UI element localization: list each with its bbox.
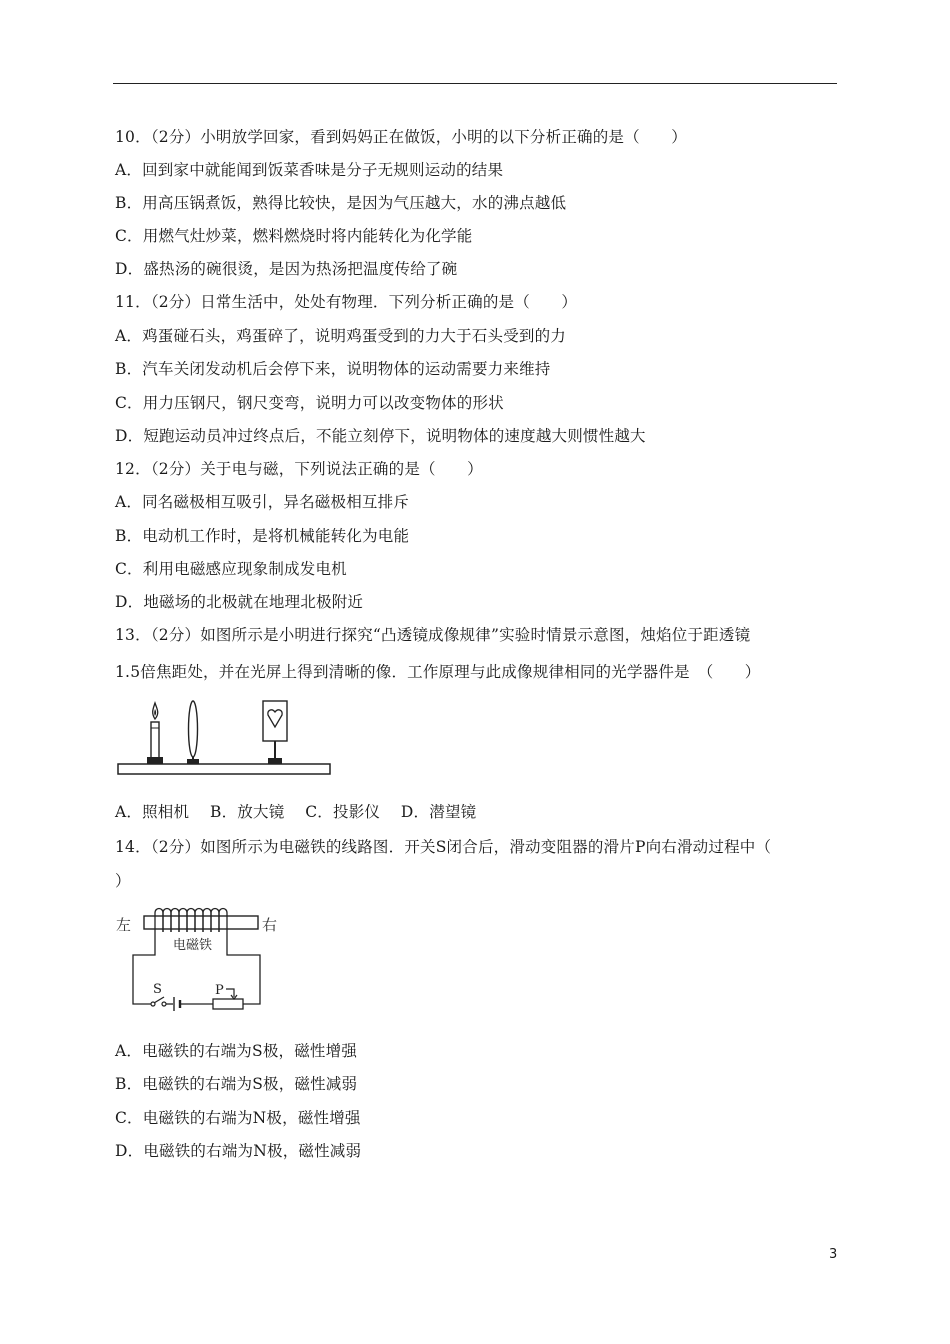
q11-stem: 11．（2分）日常生活中，处处有物理．下列分析正确的是（ ） <box>115 293 578 311</box>
label-electromagnet: 电磁铁 <box>173 938 213 953</box>
q11-option-c: C．用力压钢尺，钢尺变弯，说明力可以改变物体的形状 <box>115 394 504 412</box>
q14-option-c: C．电磁铁的右端为N极，磁性增强 <box>115 1109 361 1127</box>
q14-option-b: B．电磁铁的右端为S极，磁性减弱 <box>115 1075 358 1093</box>
electromagnet-circuit-figure <box>115 905 295 1015</box>
q14-option-a: A．电磁铁的右端为S极，磁性增强 <box>115 1042 358 1060</box>
q10-stem: 10．（2分）小明放学回家，看到妈妈正在做饭，小明的以下分析正确的是（ ） <box>115 128 687 146</box>
rheostat-icon <box>213 983 243 1009</box>
optical-bench <box>118 764 330 774</box>
label-switch: S <box>153 982 162 997</box>
q12-stem: 12．（2分）关于电与磁，下列说法正确的是（ ） <box>115 460 483 478</box>
q12-option-b: B．电动机工作时，是将机械能转化为电能 <box>115 527 410 545</box>
q14-stem-line2: ） <box>115 872 131 890</box>
label-right: 右 <box>262 916 278 934</box>
q14-option-d: D．电磁铁的右端为N极，磁性减弱 <box>115 1142 362 1160</box>
q13-stem-line2: 1.5倍焦距处，并在光屏上得到清晰的像．工作原理与此成像规律相同的光学器件是 （ ） <box>115 663 761 681</box>
q12-option-c: C．利用电磁感应现象制成发电机 <box>115 560 347 578</box>
iron-core <box>144 916 258 929</box>
q12-option-a: A．同名磁极相互吸引，异名磁极相互排斥 <box>115 493 409 511</box>
light-screen-icon <box>263 701 287 764</box>
q10-option-c: C．用燃气灶炒菜，燃料燃烧时将内能转化为化学能 <box>115 227 473 245</box>
q13-stem-line1: 13．（2分）如图所示是小明进行探究“凸透镜成像规律”实验时情景示意图，烛焰位于距透镜 <box>115 626 751 644</box>
battery-icon <box>174 997 180 1011</box>
q12-option-d: D．地磁场的北极就在地理北极附近 <box>115 593 364 611</box>
candle-icon <box>147 703 163 764</box>
q11-option-b: B．汽车关闭发动机后会停下来，说明物体的运动需要力来维持 <box>115 360 551 378</box>
q11-option-a: A．鸡蛋碰石头，鸡蛋碎了，说明鸡蛋受到的力大于石头受到的力 <box>115 327 566 345</box>
q10-option-a: A．回到家中就能闻到饭菜香味是分子无规则运动的结果 <box>115 161 504 179</box>
switch-icon <box>151 982 166 1006</box>
convex-lens-icon <box>187 701 199 764</box>
q11-option-d: D．短跑运动员冲过终点后，不能立刻停下，说明物体的速度越大则惯性越大 <box>115 427 646 445</box>
header-rule <box>113 83 837 84</box>
lens-experiment-figure <box>115 697 335 779</box>
q13-options: A．照相机 B．放大镜 C．投影仪 D．潜望镜 <box>115 803 477 821</box>
label-slider: P <box>215 983 224 998</box>
q10-option-b: B．用高压锅煮饭，熟得比较快，是因为气压越大，水的沸点越低 <box>115 194 567 212</box>
label-left: 左 <box>116 916 132 934</box>
page-number: 3 <box>829 1247 838 1262</box>
q14-stem-line1: 14．（2分）如图所示为电磁铁的线路图．开关S闭合后，滑动变阻器的滑片P向右滑动过程中（ <box>115 838 772 856</box>
q10-option-d: D．盛热汤的碗很烫，是因为热汤把温度传给了碗 <box>115 260 458 278</box>
